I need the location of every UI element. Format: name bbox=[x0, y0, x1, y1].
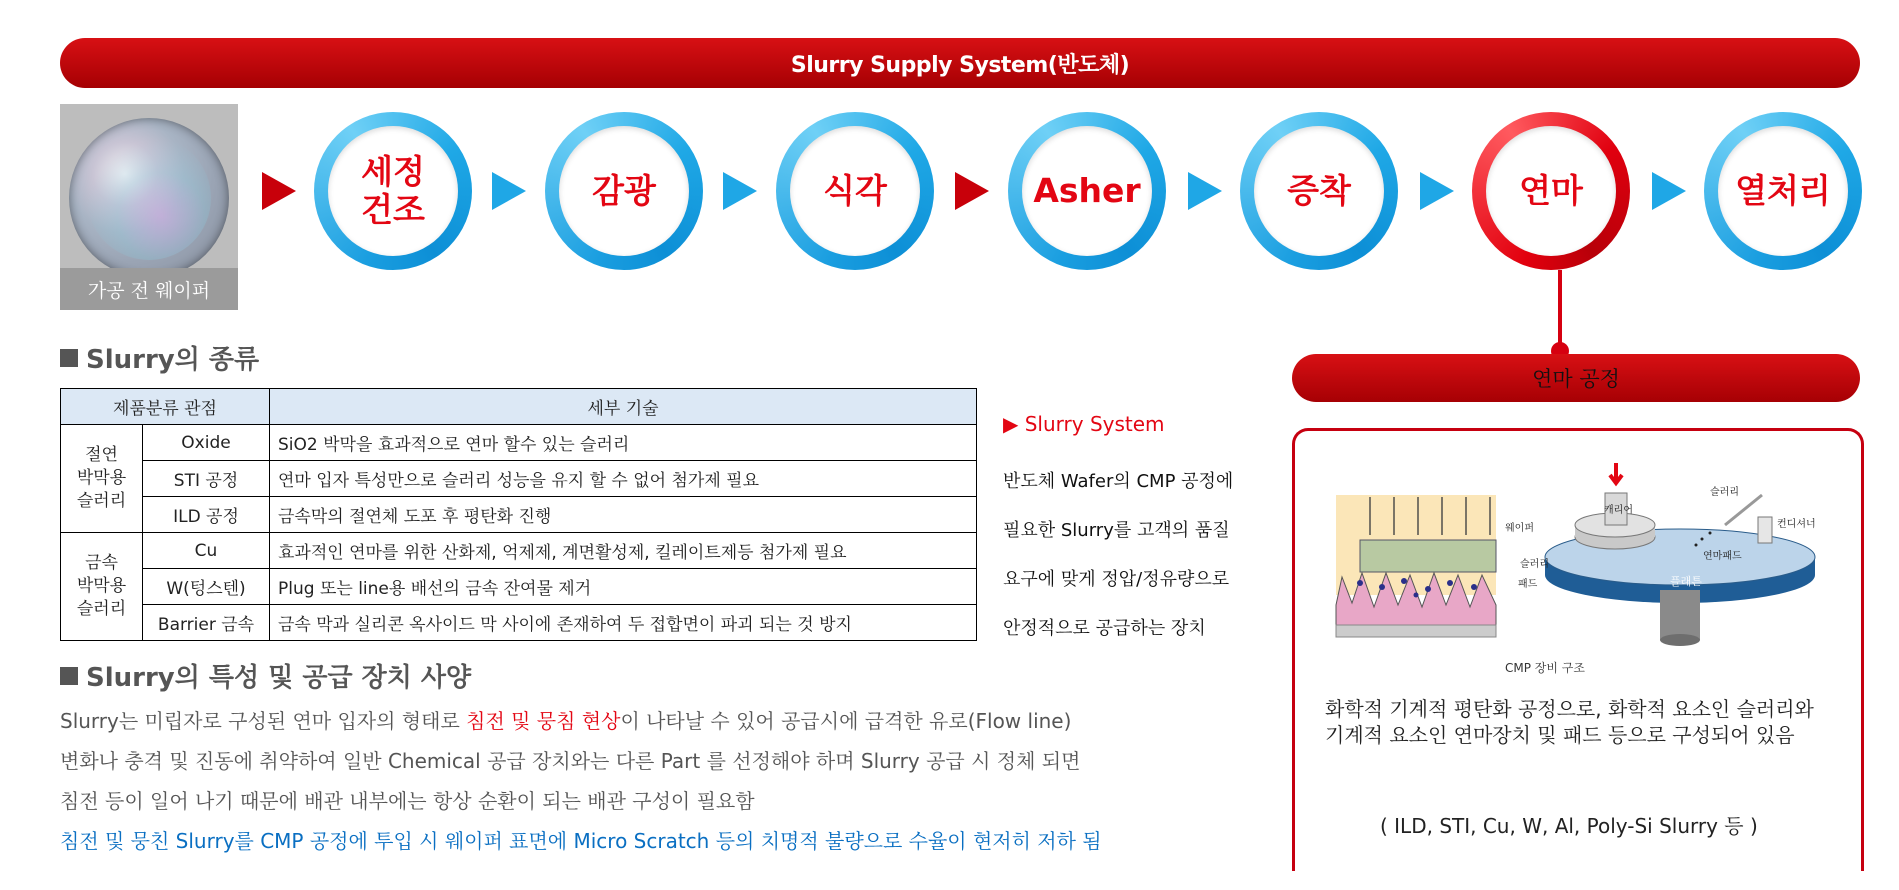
cmp-desc-line1: 화학적 기계적 평탄화 공정으로, 화학적 요소인 슬러리와 bbox=[1325, 697, 1814, 721]
table-row bbox=[61, 425, 977, 461]
step-label-line1: 세정 bbox=[361, 152, 425, 191]
row-detail: 금속막의 절연체 도포 후 평탄화 진행 bbox=[270, 497, 977, 533]
process-step-label: 열처리 bbox=[1718, 126, 1848, 256]
cmp-diagram bbox=[1330, 455, 1830, 655]
arrow-icon bbox=[262, 172, 296, 210]
row-type: Barrier 금속 bbox=[143, 605, 270, 641]
slurry-system-line: 안정적으로 공급하는 장치 bbox=[1003, 618, 1206, 639]
body-line-1: Slurry는 미립자로 구성된 연마 입자의 형태로 침전 및 뭉침 현상이 나타날 수 있어 공급시에 급격한 유로(Flow line) bbox=[60, 709, 1072, 733]
arrow-icon bbox=[955, 172, 989, 210]
process-step-label: 감광 bbox=[559, 126, 689, 256]
cmp-title-text: 연마 공정 bbox=[1532, 367, 1620, 391]
row-detail: SiO2 박막을 효과적으로 연마 할수 있는 슬러리 bbox=[270, 425, 977, 461]
process-step-asher bbox=[1008, 112, 1166, 270]
process-step-etch bbox=[776, 112, 934, 270]
square-bullet-icon bbox=[60, 667, 78, 685]
label-platen: 플래튼 bbox=[1670, 575, 1702, 588]
cmp-desc-line2: 기계적 요소인 연마장치 및 패드 등으로 구성되어 있음 bbox=[1325, 723, 1795, 747]
cmp-title bbox=[1292, 354, 1860, 402]
slurry-system-line: 요구에 맞게 정압/정유량으로 bbox=[1003, 569, 1230, 590]
wafer-disc bbox=[69, 118, 229, 278]
table-row bbox=[61, 533, 977, 569]
section-title-text: Slurry의 특성 및 공급 장치 사양 bbox=[86, 663, 472, 693]
section-title-text: Slurry의 종류 bbox=[86, 345, 260, 375]
cmp-description bbox=[1325, 696, 1814, 748]
slurry-nozzle bbox=[1725, 495, 1762, 525]
arrow-icon bbox=[1188, 172, 1222, 210]
wafer-image bbox=[60, 104, 238, 310]
row-detail: 효과적인 연마를 위한 산화제, 억제제, 계면활성제, 킬레이트제등 첨가제 필요 bbox=[270, 533, 977, 569]
label-conditioner: 컨디셔너 bbox=[1777, 519, 1816, 530]
cmp-slurry-list: ( ILD, STI, Cu, W, Al, Poly-Si Slurry 등 ) bbox=[1380, 814, 1758, 838]
banner-title-text: Slurry Supply System(반도체) bbox=[790, 52, 1130, 78]
row-type: Cu bbox=[143, 533, 270, 569]
header-category: 제품분류 관점 bbox=[61, 389, 270, 425]
table-row bbox=[61, 461, 977, 497]
group-name: 금속 박막용 슬러리 bbox=[76, 553, 127, 619]
square-bullet-icon bbox=[60, 349, 78, 367]
label-carrier: 캐리어 bbox=[1604, 505, 1633, 516]
row-type: W(텅스텐) bbox=[143, 569, 270, 605]
body-line-2: 변화나 충격 및 진동에 취약하여 일반 Chemical 공급 장치와는 다른 Part 를 선정해야 하며 Slurry 공급 시 정체 되면 bbox=[60, 749, 1081, 773]
row-detail: 연마 입자 특성만으로 슬러리 성능을 유지 할 수 없어 첨가제 필요 bbox=[270, 461, 977, 497]
arrow-icon bbox=[1420, 172, 1454, 210]
row-type: Oxide bbox=[143, 425, 270, 461]
wafer-layer bbox=[1360, 540, 1496, 572]
process-step-label: 연마 bbox=[1486, 126, 1616, 256]
arrow-icon bbox=[1652, 172, 1686, 210]
section-title-types bbox=[60, 339, 259, 376]
slurry-system-line: 필요한 Slurry를 고객의 품질 bbox=[1003, 520, 1230, 541]
row-detail: 금속 막과 실리콘 옥사이드 막 사이에 존재하여 두 접합면이 파괴 되는 것 방지 bbox=[270, 605, 977, 641]
banner-title bbox=[60, 38, 1860, 88]
highlight-text: 침전 및 뭉침 현상 bbox=[466, 709, 621, 733]
wafer-label: 가공 전 웨이퍼 bbox=[60, 268, 238, 310]
table-row bbox=[61, 569, 977, 605]
process-step-polishing bbox=[1472, 112, 1630, 270]
arrow-icon bbox=[723, 172, 757, 210]
arrow-icon bbox=[492, 172, 526, 210]
process-step-label: Asher bbox=[1022, 126, 1152, 256]
slurry-types-table bbox=[60, 388, 977, 641]
process-step-deposition bbox=[1240, 112, 1398, 270]
group-metal bbox=[61, 533, 143, 641]
process-step-photo bbox=[545, 112, 703, 270]
header-detail: 세부 기술 bbox=[270, 389, 977, 425]
row-type: ILD 공정 bbox=[143, 497, 270, 533]
slurry-system-line: 반도체 Wafer의 CMP 공정에 bbox=[1003, 471, 1234, 492]
section-title-characteristics bbox=[60, 657, 471, 694]
process-step-label: 식각 bbox=[790, 126, 920, 256]
label-slurry-left: 슬러리 bbox=[1520, 559, 1549, 570]
table-row bbox=[61, 497, 977, 533]
body-line-4: 침전 및 뭉친 Slurry를 CMP 공정에 투입 시 웨이퍼 표면에 Micro Scratch 등의 치명적 불량으로 수율이 현저히 저하 됨 bbox=[60, 829, 1102, 853]
step-label-line2: 건조 bbox=[361, 190, 425, 229]
cmp-caption: CMP 장비 구조 bbox=[1505, 661, 1585, 675]
connector-line bbox=[1558, 270, 1562, 350]
process-step-cleaning bbox=[314, 112, 472, 270]
table-row bbox=[61, 605, 977, 641]
process-step-heat-treatment bbox=[1704, 112, 1862, 270]
conditioner bbox=[1758, 517, 1772, 543]
row-detail: Plug 또는 line용 배선의 금속 잔여물 제거 bbox=[270, 569, 977, 605]
label-pad: 연마패드 bbox=[1703, 551, 1742, 562]
label-slurry-top: 슬러리 bbox=[1710, 487, 1739, 498]
slurry-system-title: ▶ Slurry System bbox=[1003, 412, 1165, 436]
body-line-3: 침전 등이 일어 나기 때문에 배관 내부에는 항상 순환이 되는 배관 구성이 필요함 bbox=[60, 789, 755, 813]
label-wafer: 웨이퍼 bbox=[1505, 523, 1534, 534]
label-pad-left: 패드 bbox=[1518, 579, 1538, 590]
platen-section bbox=[1336, 625, 1496, 637]
platen-shaft bbox=[1660, 590, 1700, 640]
process-step-label bbox=[328, 126, 458, 256]
table-header-row bbox=[61, 389, 977, 425]
down-arrow-icon bbox=[1610, 463, 1622, 483]
process-step-label: 증착 bbox=[1254, 126, 1384, 256]
group-name: 절연 박막용 슬러리 bbox=[76, 445, 127, 511]
group-insulation bbox=[61, 425, 143, 533]
row-type: STI 공정 bbox=[143, 461, 270, 497]
